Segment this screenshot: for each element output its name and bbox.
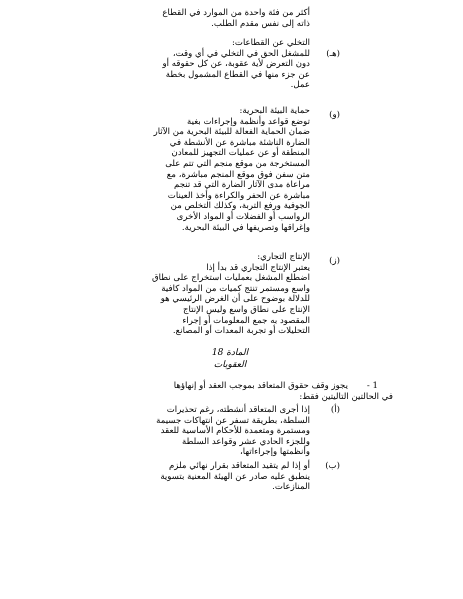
text-line: مراعاة مدى الآثار الضارة التي قد تنجم (173, 180, 310, 191)
text-line: الإنتاج على نطاق واسع وليس الإنتاج (182, 304, 310, 315)
text-line: ومستمرة ومتعمدة للأحكام الأساسية للعقد (160, 426, 310, 437)
article-heading (150, 347, 310, 371)
item-label-z: (ز) (329, 256, 340, 266)
text-line: السلطة، بطريقة تسفر عن انتهاكات جسيمة (156, 415, 310, 426)
article-subtitle: العقوبات (213, 360, 247, 370)
text-line: الجوفية ورفع التربة، وكذلك التخلص من (170, 201, 310, 212)
item-heading: الإنتاج التجاري: (257, 252, 310, 262)
text-line: في الحالتين التاليتين فقط: (299, 392, 393, 402)
item-label-h: (هـ) (326, 49, 340, 59)
item-label-w: (و) (329, 110, 340, 120)
text-line: المنازعات. (272, 482, 310, 493)
text-line: ذاته إلى نفس مقدم الطلب. (211, 18, 310, 29)
item-h-text (130, 38, 310, 91)
text-line: إذا أجرى المتعاقد أنشطته، رغم تحذيرات (166, 405, 310, 415)
item-heading: حماية البيئة البحرية: (239, 106, 310, 116)
subitem-a-text (130, 405, 310, 458)
paragraph-1-continuation (299, 392, 393, 403)
text-line: عمل. (290, 80, 310, 91)
text-line: للدلالة بوضوح على أن الغرض الرئيسي هو (160, 294, 310, 305)
text-line: للمشغل الحق في التخلي في أي وقت، (172, 48, 310, 59)
item-w-text (130, 106, 310, 233)
article-title: المادة 18 (211, 348, 249, 358)
text-line: وإغراقها وتصريفها في البيئة البحرية. (181, 222, 310, 233)
text-line: مباشرة عن الحفر والكراءة وأخذ العينات (167, 190, 310, 201)
text-line: الرواسب أو الفضلات أو المواد الأخرى (176, 211, 310, 222)
text-line: متن سفن فوق موقع المنجم مباشرة، مع (166, 169, 310, 180)
text-line: يجوز وقف حقوق المتعاقد بموجب العقد أو إنهاؤها (173, 381, 348, 391)
text-line: أو إذا لم يتقيد المتعاقد بقرار نهائي ملزم (168, 461, 310, 471)
paragraph-1-text (174, 381, 348, 392)
text-line: عن جزء منها في القطاع المشمول بخطة (165, 69, 310, 80)
text-line: توضع قواعد وأنظمة وإجراءات بغية (187, 116, 310, 127)
intro-text (130, 8, 310, 29)
text-line: وأنظمتها وإجراءاتها، (239, 447, 310, 458)
text-line: ينطبق عليه صادر عن الهيئة المعنية بتسوية (160, 471, 310, 482)
text-line: اضطلع المشغل بعمليات استخراج على نطاق (151, 273, 310, 284)
text-line: المقصود به جمع المعلومات أو إجراء (182, 315, 310, 326)
subitem-label-a: (أ) (330, 405, 340, 415)
text-line: أكثر من فئة واحدة من الموارد في القطاع (162, 8, 310, 18)
text-line: دون التعرض لأية عقوبة، عن كل حقوقه أو (162, 59, 310, 70)
text-line: وللجزء الحادي عشر وقواعد السلطة (181, 436, 310, 447)
text-line: المستخرجة من موقع منجم التي تتم على (165, 158, 310, 169)
text-line: التحليلات أو تجربة المعدات أو المصانع. (172, 326, 310, 337)
paragraph-number: 1 - (366, 381, 378, 391)
item-z-text (130, 252, 310, 337)
text-line: المنطقة أو عن عمليات التجهيز للمعادن (171, 148, 310, 159)
subitem-label-b: (ب) (325, 461, 340, 471)
text-line: واسع ومستمر تنتج كميات من المواد كافية (161, 283, 310, 294)
item-heading: التخلي عن القطاعات: (231, 38, 310, 48)
text-line: ضمان الحماية الفعالة للبيئة البحرية من الآثار (153, 127, 310, 138)
text-line: الضارة الناشئة مباشرة عن الأنشطة في (169, 137, 310, 148)
text-line: يعتبر الإنتاج التجاري قد بدأ إذا (206, 262, 310, 273)
subitem-b-text (130, 461, 310, 493)
